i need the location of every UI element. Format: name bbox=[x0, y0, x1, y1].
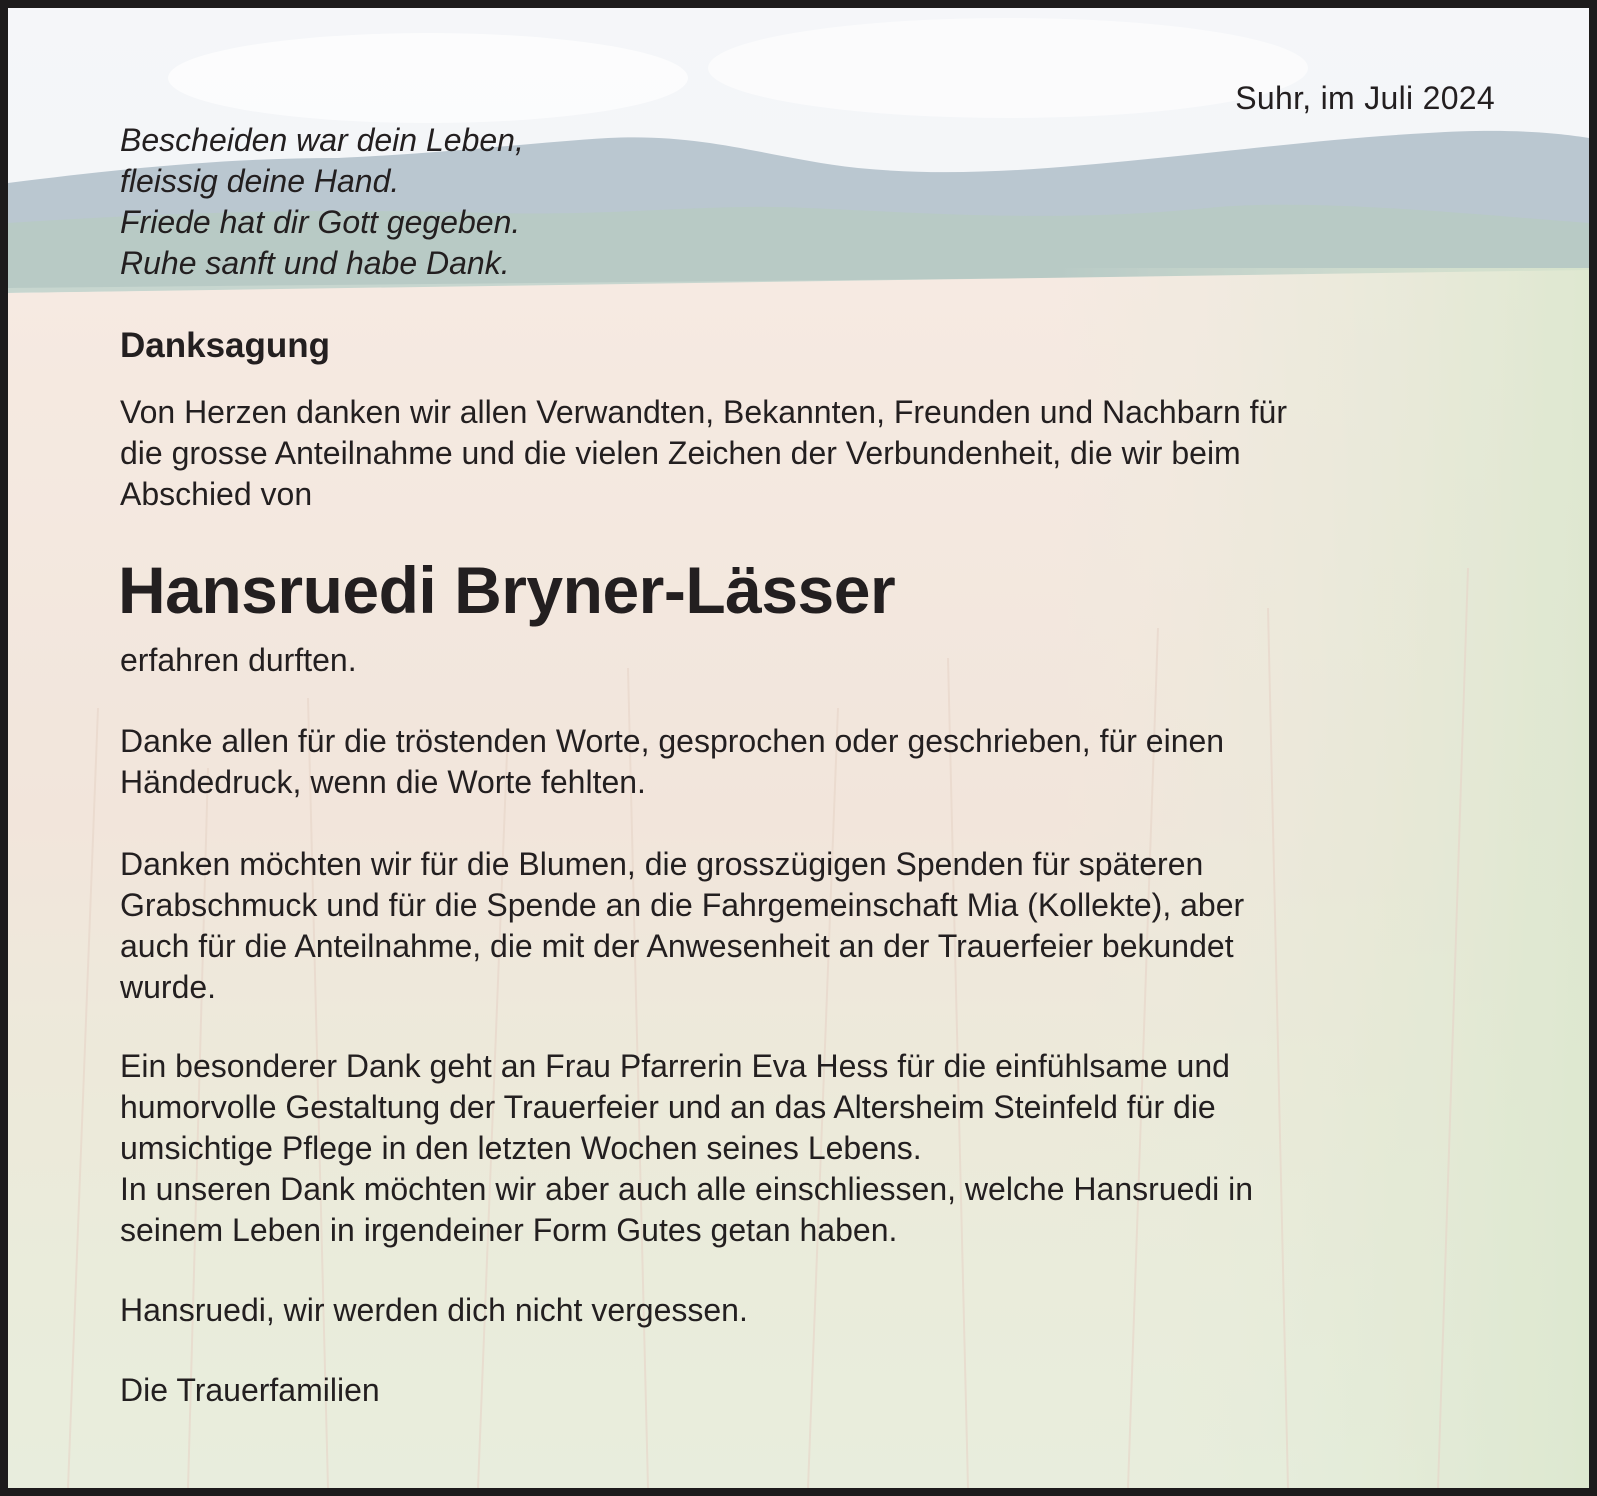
text-line: wurde. bbox=[120, 969, 217, 1005]
notice-content bbox=[8, 8, 1589, 1488]
verse-line: fleissig deine Hand. bbox=[120, 163, 400, 199]
text-line: Abschied von bbox=[120, 476, 313, 512]
verse-line: Ruhe sanft und habe Dank. bbox=[120, 245, 510, 281]
text-line: Danken möchten wir für die Blumen, die grosszügigen Spenden für späteren bbox=[120, 846, 1204, 882]
text-line: Grabschmuck und für die Spende an die Fahrgemeinschaft Mia (Kollekte), aber bbox=[120, 887, 1245, 923]
text-line: Hansruedi, wir werden dich nicht vergessen. bbox=[120, 1292, 748, 1328]
signature bbox=[120, 1370, 1500, 1411]
notice-heading: Danksagung bbox=[120, 326, 331, 365]
thanks-paragraph-3 bbox=[120, 1046, 1500, 1251]
verse-line: Bescheiden war dein Leben, bbox=[120, 122, 524, 158]
text-line: Danke allen für die tröstenden Worte, gesprochen oder geschrieben, für einen bbox=[120, 723, 1225, 759]
after-name-line bbox=[120, 640, 1500, 681]
deceased-name: Hansruedi Bryner-Lässer bbox=[118, 553, 896, 627]
text-line: umsichtige Pflege in den letzten Wochen seines Lebens. bbox=[120, 1130, 922, 1166]
place-date: Suhr, im Juli 2024 bbox=[1235, 80, 1495, 116]
text-line: die grosse Anteilnahme und die vielen Zeichen der Verbundenheit, die wir beim bbox=[120, 435, 1241, 471]
verse-line: Friede hat dir Gott gegeben. bbox=[120, 204, 521, 240]
text-line: Ein besonderer Dank geht an Frau Pfarrerin Eva Hess für die einfühlsame und bbox=[120, 1048, 1230, 1084]
memorial-verse bbox=[120, 120, 524, 284]
text-line: Die Trauerfamilien bbox=[120, 1372, 380, 1408]
thanks-paragraph-2 bbox=[120, 844, 1500, 1008]
text-line: humorvolle Gestaltung der Trauerfeier und an das Altersheim Steinfeld für die bbox=[120, 1089, 1216, 1125]
text-line: seinem Leben in irgendeiner Form Gutes getan haben. bbox=[120, 1212, 898, 1248]
closing-line bbox=[120, 1290, 1500, 1331]
thanks-paragraph-1 bbox=[120, 721, 1500, 803]
text-line: In unseren Dank möchten wir aber auch alle einschliessen, welche Hansruedi in bbox=[120, 1171, 1254, 1207]
text-line: Händedruck, wenn die Worte fehlten. bbox=[120, 764, 646, 800]
text-line: Von Herzen danken wir allen Verwandten, Bekannten, Freunden und Nachbarn für bbox=[120, 394, 1287, 430]
text-line: erfahren durften. bbox=[120, 642, 357, 678]
intro-paragraph bbox=[120, 392, 1500, 515]
text-line: auch für die Anteilnahme, die mit der Anwesenheit an der Trauerfeier bekundet bbox=[120, 928, 1234, 964]
